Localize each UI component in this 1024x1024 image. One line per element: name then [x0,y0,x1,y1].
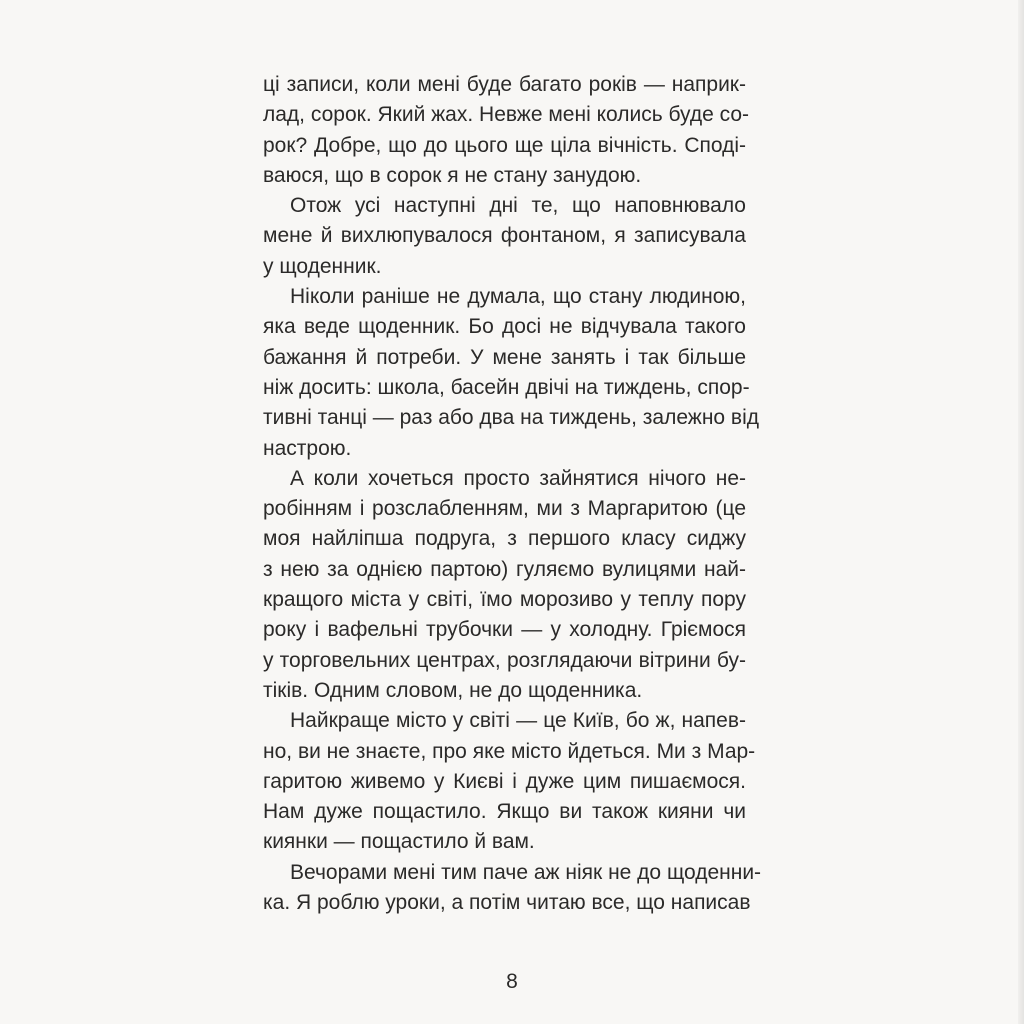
paragraph [263,464,746,706]
text-line: ваюся, що в сорок я не стану занудою. [263,163,642,187]
paragraph [263,706,756,857]
paragraph [263,70,750,191]
text-line: Нам дуже пощастило. Якщо ви також кияни чи [263,800,746,824]
text-line: робінням і розслабленням, ми з Маргаритою (це [263,497,746,521]
text-line: Отож усі наступні дні те, що наповнювало [290,194,746,218]
text-line: яка веде щоденник. Бо досі не відчувала такого [263,315,746,339]
text-line: А коли хочеться просто зайнятися нічого не- [290,466,746,490]
text-line: бажання й потреби. У мене занять і так більше [263,345,746,369]
text-line: Найкраще місто у світі — це Київ, бо ж, напев- [290,709,746,733]
text-line: у торговельних центрах, розглядаючи вітрини бу- [263,648,746,672]
text-line: у щоденник. [263,254,382,278]
page-edge [1018,0,1024,1024]
text-line: мене й вихлюпувалося фонтаном, я записувала [263,224,746,248]
text-line: настрою. [263,436,352,460]
text-line: ці записи, коли мені буде багато років — наприк- [263,73,746,96]
paragraph [263,282,760,464]
text-line: ніж досить: школа, басейн двічі на тиждень, спор- [263,375,750,399]
page-number: 8 [506,970,518,993]
text-line: моя найліпша подруга, з першого класу сиджу [263,527,746,551]
text-line: кращого міста у світі, їмо морозиво у теплу пору [263,588,746,612]
paragraph [263,858,762,919]
text-line: Вечорами мені тим паче аж ніяк не до щоденни- [290,860,762,884]
text-line: тивні танці — раз або два на тиждень, залежно від [263,406,760,430]
text-line: з нею за однією партою) гуляємо вулицями най- [263,557,746,581]
text-line: но, ви не знаєте, про яке місто йдеться. Ми з Мар- [263,739,756,763]
text-line: гаритою живемо у Києві і дуже цим пишаємося. [263,769,746,793]
text-line: тіків. Одним словом, не до щоденника. [263,678,643,702]
book-page-text [263,70,762,918]
text-line: лад, сорок. Який жах. Невже мені колись буде со- [263,103,750,127]
text-line: року і вафельні трубочки — у холодну. Гріємося [263,618,746,642]
text-line: киянки — пощастило й вам. [263,830,535,854]
text-line: Ніколи раніше не думала, що стану людиною, [290,285,746,309]
paragraph [263,191,746,282]
text-line: рок? Добре, що до цього ще ціла вічність. Сподi- [263,133,746,157]
text-line: ка. Я роблю уроки, а потім читаю все, що написав [263,891,751,915]
